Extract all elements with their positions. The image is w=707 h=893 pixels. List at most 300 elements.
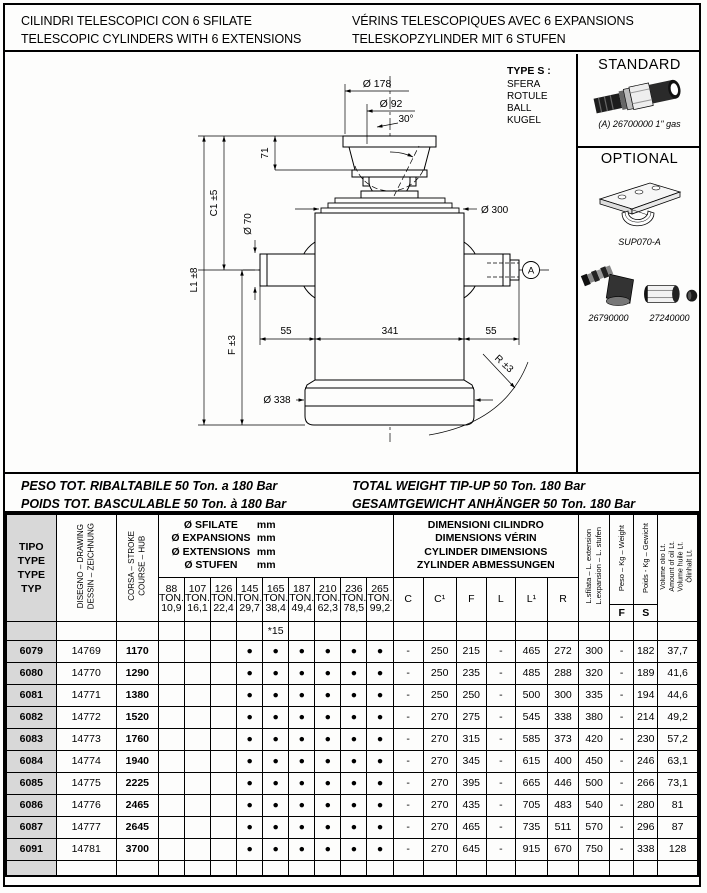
- cell-c: -: [393, 750, 423, 772]
- cell-ext-126: [211, 816, 237, 838]
- cell-ext-187: ●: [289, 640, 315, 662]
- cell-l1: 735: [515, 816, 547, 838]
- cell-r: 670: [547, 838, 578, 860]
- dim-label-178: Ø 178: [362, 78, 392, 90]
- cell-l: -: [486, 640, 515, 662]
- cell-ext-187: ●: [289, 794, 315, 816]
- cell-type: 6084: [6, 750, 56, 772]
- adapter-fitting: [639, 275, 701, 323]
- cell-ext-88: [158, 750, 184, 772]
- dim-label-338: Ø 338: [263, 395, 291, 406]
- cell-ext-88: [158, 728, 184, 750]
- title-left: [21, 12, 301, 48]
- cell-stroke: 1170: [116, 640, 158, 662]
- cell-ext-107: [184, 684, 210, 706]
- table-row: [6, 728, 698, 750]
- cell-ext-165: ●: [263, 750, 289, 772]
- cell-ext-length: 380: [579, 706, 610, 728]
- cell-c1: 270: [423, 728, 456, 750]
- cell-ext-236: ●: [341, 662, 367, 684]
- optional-fittings-row: [579, 261, 701, 323]
- cell-type: 6082: [6, 706, 56, 728]
- weight-note-it: PESO TOT. RIBALTABILE 50 Ton. a 180 Bar: [21, 479, 278, 493]
- cell-type: 6079: [6, 640, 56, 662]
- cell-r: 511: [547, 816, 578, 838]
- dim-label-f: F ±3: [227, 335, 238, 355]
- table-note-row-body: [6, 621, 698, 640]
- cell-ext-165: ●: [263, 772, 289, 794]
- cell-weight-s: 189: [634, 662, 658, 684]
- cell-ext-165: ●: [263, 728, 289, 750]
- cell-ext-165: ●: [263, 706, 289, 728]
- cell-stroke: 1520: [116, 706, 158, 728]
- cell-ext-126: [211, 772, 237, 794]
- cell-ext-165: ●: [263, 816, 289, 838]
- cell-weight-s: 182: [634, 640, 658, 662]
- col-group-extensions: Ø SFILATE mm Ø EXPANSIONS mm Ø EXTENSIONS mm Ø STUFEN mm: [158, 514, 393, 577]
- table-row: [6, 838, 698, 860]
- col-header-ton-165: 165 TON. 38,4: [263, 577, 289, 621]
- cell-volume: 49,2: [658, 706, 698, 728]
- cell-ext-107: [184, 816, 210, 838]
- cell-weight-f: -: [610, 662, 634, 684]
- col-header-ton-187: 187 TON. 49,4: [289, 577, 315, 621]
- col-header-l1: L¹: [515, 577, 547, 621]
- cell-f: 275: [456, 706, 486, 728]
- cell-ext-88: [158, 772, 184, 794]
- cell-weight-s: 338: [634, 838, 658, 860]
- cell-f: 250: [456, 684, 486, 706]
- cell-l1: 615: [515, 750, 547, 772]
- standard-fitting-image: [590, 73, 690, 119]
- standard-title: STANDARD: [598, 57, 681, 73]
- cell-ext-165: ●: [263, 640, 289, 662]
- cell-c1: 270: [423, 816, 456, 838]
- type-s-line-it: SFERA: [507, 79, 541, 90]
- cell-ext-107: [184, 662, 210, 684]
- dim-label-r: R ±3: [492, 353, 516, 376]
- telescopic-rings: [321, 198, 459, 213]
- cell-ext-165: ●: [263, 684, 289, 706]
- cell-c: -: [393, 728, 423, 750]
- col-header-ton-265: 265 TON. 99,2: [367, 577, 393, 621]
- table-row: [6, 772, 698, 794]
- note-cell: *15: [263, 621, 289, 640]
- cell-c1: 270: [423, 706, 456, 728]
- cell-weight-s: 194: [634, 684, 658, 706]
- cell-f: 215: [456, 640, 486, 662]
- cell-weight-f: -: [610, 772, 634, 794]
- cell-f: 395: [456, 772, 486, 794]
- cell-ext-145: ●: [237, 772, 263, 794]
- col-header-f: F: [456, 577, 486, 621]
- cell-c: -: [393, 684, 423, 706]
- optional-title: OPTIONAL: [600, 151, 679, 167]
- table-row: [6, 640, 698, 662]
- cell-ext-145: ●: [237, 838, 263, 860]
- cell-ext-88: [158, 684, 184, 706]
- cell-ext-88: [158, 794, 184, 816]
- cell-drawing: 14771: [56, 684, 116, 706]
- cell-ext-145: ●: [237, 794, 263, 816]
- cell-l1: 545: [515, 706, 547, 728]
- cell-stroke: 2465: [116, 794, 158, 816]
- cell-ext-107: [184, 706, 210, 728]
- cell-ext-187: ●: [289, 728, 315, 750]
- weight-note-de: GESAMTGEWICHT ANHÄNGER 50 Ton. 180 Bar: [352, 497, 636, 511]
- cell-ext-236: ●: [341, 838, 367, 860]
- cell-ext-145: ●: [237, 684, 263, 706]
- cell-ext-265: ●: [367, 662, 393, 684]
- cell-ext-126: [211, 640, 237, 662]
- cell-type: 6083: [6, 728, 56, 750]
- elbow-fitting-image: [579, 261, 639, 313]
- standard-fitting-label: (A) 26700000 1" gas: [598, 119, 681, 129]
- cell-c: -: [393, 772, 423, 794]
- col-header-ton-126: 126 TON. 22,4: [211, 577, 237, 621]
- cell-ext-165: ●: [263, 662, 289, 684]
- weight-note-fr: POIDS TOT. BASCULABLE 50 Ton. à 180 Bar: [21, 497, 287, 511]
- cell-c1: 250: [423, 662, 456, 684]
- col-header-c1: C¹: [423, 577, 456, 621]
- cell-weight-s: 280: [634, 794, 658, 816]
- title-de: TELESKOPZYLINDER MIT 6 STUFEN: [352, 32, 566, 46]
- cell-c1: 270: [423, 772, 456, 794]
- cell-weight-f: -: [610, 706, 634, 728]
- standard-section: [578, 54, 701, 148]
- cell-ext-265: ●: [367, 838, 393, 860]
- cell-ext-236: ●: [341, 684, 367, 706]
- dim-label-71: 71: [260, 147, 271, 159]
- cell-ext-210: ●: [315, 816, 341, 838]
- dim-label-l1: L1 ±8: [189, 267, 200, 293]
- cell-ext-126: [211, 728, 237, 750]
- cell-ext-236: ●: [341, 816, 367, 838]
- cell-c: -: [393, 706, 423, 728]
- cell-ext-145: ●: [237, 816, 263, 838]
- cell-l: -: [486, 816, 515, 838]
- type-s-title: TYPE S :: [507, 65, 551, 77]
- cell-volume: 63,1: [658, 750, 698, 772]
- port-callout-label: A: [527, 265, 535, 277]
- cell-ext-length: 335: [579, 684, 610, 706]
- cell-ext-88: [158, 662, 184, 684]
- title-bar: [5, 5, 699, 52]
- cell-ext-107: [184, 838, 210, 860]
- cell-ext-107: [184, 640, 210, 662]
- type-s-line-en: BALL: [507, 103, 532, 114]
- accessory-panel: [576, 54, 701, 472]
- cell-ext-88: [158, 838, 184, 860]
- dim-label-55-right: 55: [485, 326, 497, 337]
- cell-l1: 465: [515, 640, 547, 662]
- cell-f: 645: [456, 838, 486, 860]
- title-en: TELESCOPIC CYLINDERS WITH 6 EXTENSIONS: [21, 32, 302, 46]
- cell-weight-f: -: [610, 640, 634, 662]
- col-header-drawing: DISEGNO – DRAWING DESSIN – ZEICHNUNG: [56, 514, 116, 621]
- cell-ext-236: ●: [341, 794, 367, 816]
- cell-ext-165: ●: [263, 794, 289, 816]
- cell-type: 6085: [6, 772, 56, 794]
- table-row: [6, 794, 698, 816]
- cell-ext-187: ●: [289, 772, 315, 794]
- cell-drawing: 14774: [56, 750, 116, 772]
- cell-ext-210: ●: [315, 750, 341, 772]
- spec-table: [5, 513, 699, 877]
- cell-c: -: [393, 838, 423, 860]
- cell-ext-265: ●: [367, 750, 393, 772]
- cell-ext-210: ●: [315, 640, 341, 662]
- cell-drawing: 14776: [56, 794, 116, 816]
- cell-ext-236: ●: [341, 728, 367, 750]
- col-header-weight-s: Poids - Kg – Gewicht: [634, 514, 658, 604]
- cell-ext-210: ●: [315, 706, 341, 728]
- cell-c: -: [393, 816, 423, 838]
- cell-volume: 44,6: [658, 684, 698, 706]
- cell-ext-236: ●: [341, 750, 367, 772]
- dim-label-30deg: 30°: [398, 114, 414, 125]
- cell-ext-265: ●: [367, 640, 393, 662]
- cell-l1: 705: [515, 794, 547, 816]
- cell-f: 465: [456, 816, 486, 838]
- cell-c1: 270: [423, 794, 456, 816]
- cell-f: 435: [456, 794, 486, 816]
- cell-l: -: [486, 662, 515, 684]
- col-header-ton-145: 145 TON. 29,7: [237, 577, 263, 621]
- cell-ext-126: [211, 662, 237, 684]
- cell-ext-126: [211, 684, 237, 706]
- cell-ext-236: ●: [341, 772, 367, 794]
- dim-label-300: Ø 300: [481, 205, 509, 216]
- col-header-r: R: [547, 577, 578, 621]
- cell-l: -: [486, 728, 515, 750]
- cell-ext-187: ●: [289, 662, 315, 684]
- cell-ext-210: ●: [315, 728, 341, 750]
- adapter-fitting-image: [639, 275, 701, 313]
- elbow-fitting: [579, 261, 639, 323]
- ball-joint: [343, 136, 436, 198]
- col-header-volume: Volume olio Lt. Amount of oil Lt. Volume huile Lt. Ölinhalt Lt.: [658, 514, 698, 621]
- cell-weight-s: 230: [634, 728, 658, 750]
- cell-ext-145: ●: [237, 662, 263, 684]
- cell-volume: 128: [658, 838, 698, 860]
- col-header-weight-f: Peso – Kg – Weight: [610, 514, 634, 604]
- cell-f: 345: [456, 750, 486, 772]
- cell-ext-107: [184, 750, 210, 772]
- cell-weight-s: 246: [634, 750, 658, 772]
- dim-label-c1: C1 ±5: [209, 189, 220, 217]
- cell-ext-126: [211, 794, 237, 816]
- cell-weight-f: -: [610, 750, 634, 772]
- col-header-ton-236: 236 TON. 78,5: [341, 577, 367, 621]
- support-clamp-label: SUP070-A: [618, 237, 661, 247]
- cell-l1: 485: [515, 662, 547, 684]
- cell-ext-length: 540: [579, 794, 610, 816]
- type-s-line-de: KUGEL: [507, 115, 541, 126]
- note-row: [6, 621, 698, 640]
- cell-stroke: 1940: [116, 750, 158, 772]
- cell-drawing: 14775: [56, 772, 116, 794]
- cell-type: 6081: [6, 684, 56, 706]
- cylinder-base: [305, 380, 474, 425]
- optional-section: [578, 148, 701, 323]
- cell-type: 6091: [6, 838, 56, 860]
- col-header-l: L: [486, 577, 515, 621]
- cell-ext-187: ●: [289, 816, 315, 838]
- cell-drawing: 14769: [56, 640, 116, 662]
- cell-ext-265: ●: [367, 706, 393, 728]
- cell-ext-265: ●: [367, 684, 393, 706]
- cell-ext-187: ●: [289, 684, 315, 706]
- col-group-dimensions: DIMENSIONI CILINDRO DIMENSIONS VÉRIN CYLINDER DIMENSIONS ZYLINDER ABMESSUNGEN: [393, 514, 578, 577]
- cell-l1: 665: [515, 772, 547, 794]
- cell-l: -: [486, 772, 515, 794]
- cell-ext-236: ●: [341, 640, 367, 662]
- cell-ext-210: ●: [315, 772, 341, 794]
- col-header-ton-88: 88 TON. 10,9: [158, 577, 184, 621]
- cell-ext-107: [184, 728, 210, 750]
- cell-drawing: 14772: [56, 706, 116, 728]
- cell-weight-s: 266: [634, 772, 658, 794]
- table-tail-body: [6, 860, 698, 876]
- cell-weight-s: 214: [634, 706, 658, 728]
- cell-volume: 81: [658, 794, 698, 816]
- weight-note-right: [352, 477, 635, 513]
- cell-stroke: 1290: [116, 662, 158, 684]
- cylinder-body: [300, 213, 479, 380]
- cell-ext-length: 500: [579, 772, 610, 794]
- weight-note-en: TOTAL WEIGHT TIP-UP 50 Ton. 180 Bar: [352, 479, 586, 493]
- title-right: [352, 12, 634, 48]
- cell-volume: 41,6: [658, 662, 698, 684]
- cell-f: 235: [456, 662, 486, 684]
- title-it: CILINDRI TELESCOPICI CON 6 SFILATE: [21, 14, 252, 28]
- cell-l1: 585: [515, 728, 547, 750]
- cell-ext-187: ●: [289, 838, 315, 860]
- cell-ext-88: [158, 640, 184, 662]
- weight-note: [5, 472, 699, 513]
- col-header-tipo: TIPO TYPE TYPE TYP: [6, 514, 56, 621]
- cell-ext-107: [184, 772, 210, 794]
- cell-ext-126: [211, 750, 237, 772]
- cell-l1: 500: [515, 684, 547, 706]
- cell-volume: 37,7: [658, 640, 698, 662]
- cell-ext-length: 570: [579, 816, 610, 838]
- cell-stroke: 1760: [116, 728, 158, 750]
- cell-l: -: [486, 684, 515, 706]
- col-header-c: C: [393, 577, 423, 621]
- cell-c1: 250: [423, 640, 456, 662]
- dim-label-341: 341: [381, 326, 399, 337]
- cell-ext-210: ●: [315, 662, 341, 684]
- cell-r: 373: [547, 728, 578, 750]
- elbow-fitting-label: 26790000: [588, 313, 629, 323]
- cell-c1: 270: [423, 750, 456, 772]
- table-row: [6, 750, 698, 772]
- cell-type: 6087: [6, 816, 56, 838]
- weight-note-left: [21, 477, 286, 513]
- dim-label-70: Ø 70: [243, 213, 254, 235]
- cell-drawing: 14777: [56, 816, 116, 838]
- cell-c: -: [393, 662, 423, 684]
- cell-f: 315: [456, 728, 486, 750]
- cell-ext-107: [184, 794, 210, 816]
- cell-ext-187: ●: [289, 706, 315, 728]
- cell-stroke: 3700: [116, 838, 158, 860]
- technical-drawing: [5, 54, 576, 472]
- cell-ext-126: [211, 838, 237, 860]
- cell-weight-f: -: [610, 816, 634, 838]
- cell-weight-f: -: [610, 838, 634, 860]
- cell-volume: 73,1: [658, 772, 698, 794]
- col-header-ext-length: L.sfilata – L. extension L.expansion – L. stufen: [579, 514, 610, 621]
- table-data-rows: [6, 640, 698, 860]
- title-fr: VÉRINS TELESCOPIQUES AVEC 6 EXPANSIONS: [352, 14, 634, 28]
- cell-r: 272: [547, 640, 578, 662]
- cell-ext-145: ●: [237, 750, 263, 772]
- cell-stroke: 2225: [116, 772, 158, 794]
- cell-ext-265: ●: [367, 816, 393, 838]
- cell-ext-length: 450: [579, 750, 610, 772]
- table-row: [6, 706, 698, 728]
- type-s-line-fr: ROTULE: [507, 91, 548, 102]
- empty-row: [6, 860, 698, 876]
- col-subheader-s: S: [634, 604, 658, 621]
- cell-type: 6080: [6, 662, 56, 684]
- cell-ext-265: ●: [367, 794, 393, 816]
- cell-ext-165: ●: [263, 838, 289, 860]
- cell-l: -: [486, 794, 515, 816]
- cell-ext-length: 320: [579, 662, 610, 684]
- cell-volume: 57,2: [658, 728, 698, 750]
- table-row: [6, 662, 698, 684]
- support-clamp-image: [592, 175, 688, 237]
- cell-c1: 270: [423, 838, 456, 860]
- cell-r: 400: [547, 750, 578, 772]
- cell-weight-f: -: [610, 794, 634, 816]
- cell-r: 300: [547, 684, 578, 706]
- col-header-stroke: CORSA – STROKE COURSE – HUB: [116, 514, 158, 621]
- cell-drawing: 14773: [56, 728, 116, 750]
- col-header-ton-210: 210 TON. 62,3: [315, 577, 341, 621]
- cell-l: -: [486, 706, 515, 728]
- cell-r: 483: [547, 794, 578, 816]
- type-s-block: [507, 65, 551, 126]
- cell-l1: 915: [515, 838, 547, 860]
- cell-ext-187: ●: [289, 750, 315, 772]
- cell-ext-210: ●: [315, 684, 341, 706]
- cell-weight-f: -: [610, 728, 634, 750]
- cell-ext-length: 300: [579, 640, 610, 662]
- adapter-fitting-label: 27240000: [649, 313, 690, 323]
- cell-c: -: [393, 794, 423, 816]
- cell-ext-88: [158, 706, 184, 728]
- cell-r: 288: [547, 662, 578, 684]
- cell-type: 6086: [6, 794, 56, 816]
- table-row: [6, 816, 698, 838]
- cell-ext-210: ●: [315, 794, 341, 816]
- cell-l: -: [486, 838, 515, 860]
- cell-r: 446: [547, 772, 578, 794]
- cell-drawing: 14770: [56, 662, 116, 684]
- cell-ext-145: ●: [237, 640, 263, 662]
- cell-c: -: [393, 640, 423, 662]
- cell-ext-210: ●: [315, 838, 341, 860]
- cell-stroke: 1380: [116, 684, 158, 706]
- cell-l: -: [486, 750, 515, 772]
- cell-ext-126: [211, 706, 237, 728]
- cell-ext-265: ●: [367, 772, 393, 794]
